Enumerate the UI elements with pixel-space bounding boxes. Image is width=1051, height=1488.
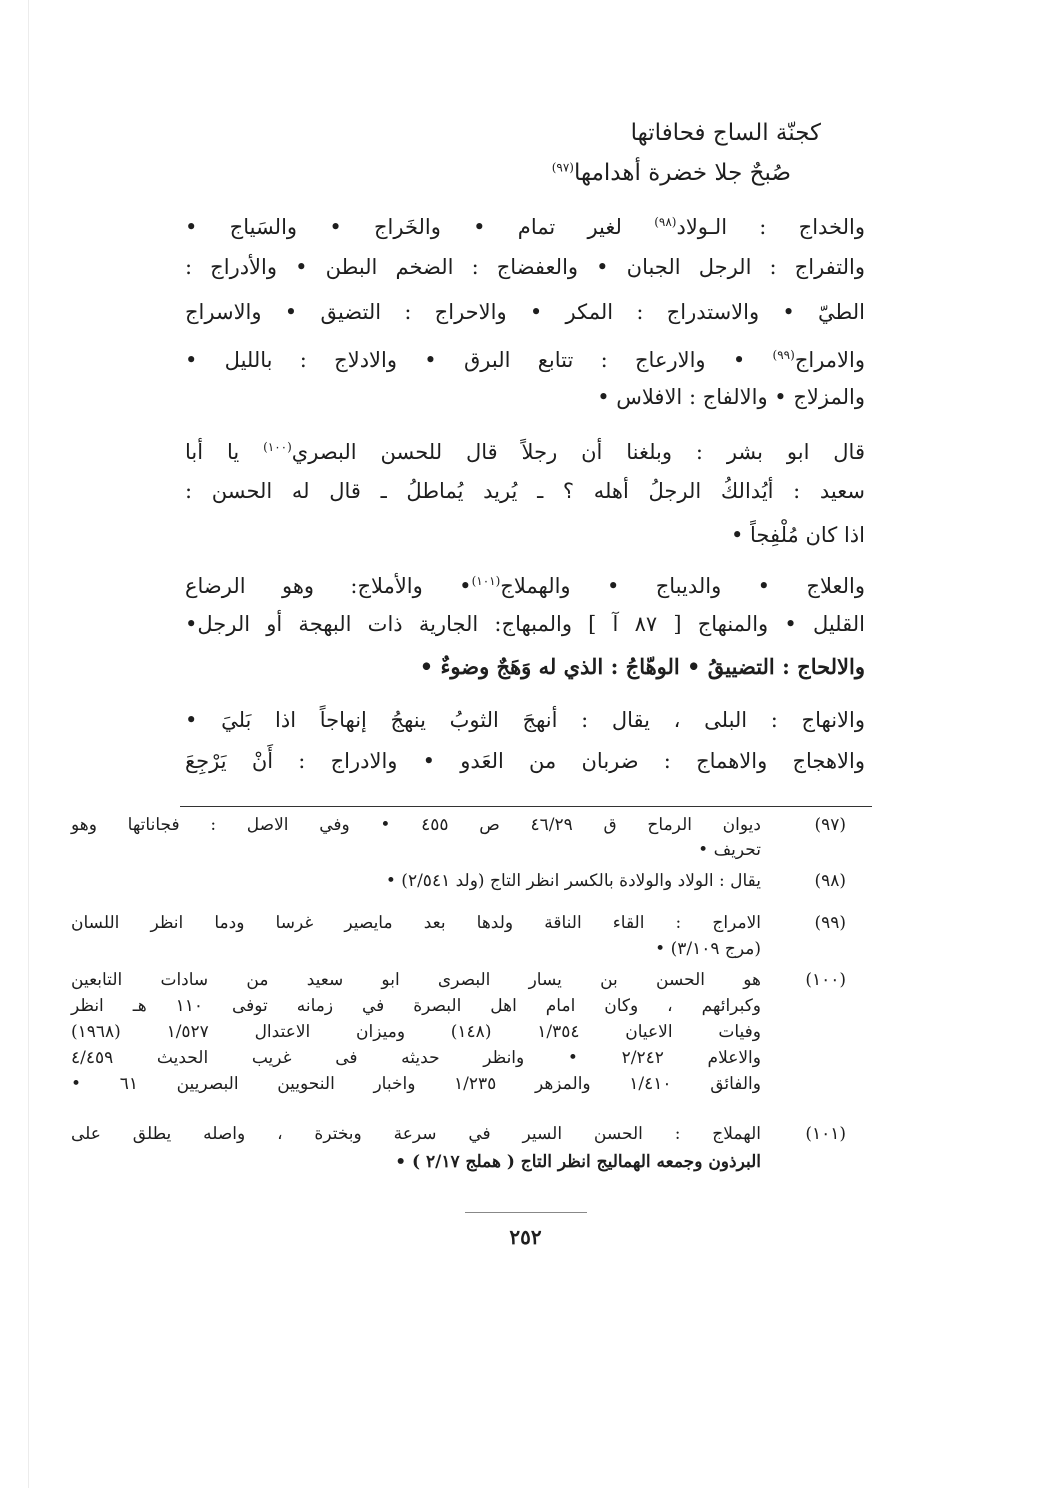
- footnote-number-97: (٩٧): [814, 815, 846, 835]
- body-line-6: [185, 432, 865, 467]
- body-line-8: [185, 520, 865, 550]
- footnote-number-100: (١٠٠): [805, 970, 846, 990]
- body-text: اذا كان مُلْفِجاً •: [730, 523, 865, 547]
- body-line-3: [185, 297, 865, 327]
- body-line-12: [185, 705, 865, 735]
- body-text: • والارعاج : تتابع البرق • والادلاج : بالليل •: [185, 348, 773, 372]
- footnote-99-line-1: الامراج : القاء الناقة ولدها بعد مايصير غرسا ودما انظر اللسان: [71, 913, 761, 933]
- footnote-number-99: (٩٩): [814, 913, 846, 933]
- body-text: والخداج : الـولاد: [676, 215, 865, 239]
- footnote-100-line-1: هو الحسن بن يسار البصرى ابو سعيد من سادات التابعين: [71, 970, 761, 990]
- footnote-97-line-2: تحريف •: [698, 840, 761, 860]
- footnote-101-line-2: البرذون وجمعه الهماليج انظر التاج ( هملج ٢/١٧ ) •: [395, 1152, 761, 1172]
- body-text: قال ابو بشر : وبلغنا أن رجلاً قال للحسن البصري: [291, 440, 865, 464]
- body-text: والمزلاج • والالفاج : الافلاس •: [597, 385, 865, 409]
- body-text: والعلاج • والديباج • والهملاج: [500, 574, 865, 598]
- verse-line-2: [552, 160, 791, 186]
- footnote-ref-98: (٩٨): [654, 215, 677, 229]
- body-line-1: [185, 207, 865, 242]
- body-line-5: [185, 382, 865, 412]
- footnote-ref-97: (٩٧): [551, 160, 574, 175]
- verse-line-2-text: صُبحٌ جلا خضرة أهدامها: [573, 160, 791, 186]
- footnote-98-line-1: يقال : الولاد والولادة بالكسر انظر التاج (ولد ٢/٥٤١) •: [385, 871, 761, 891]
- body-line-11: [185, 652, 865, 682]
- footnote-ref-100: (١٠٠): [263, 440, 292, 454]
- footnote-101-line-1: الهملاج : الحسن السير في سرعة وبخترة ، واصله يطلق على: [71, 1124, 761, 1144]
- body-text: لغير تمام • والخَراج • والسَياج •: [185, 215, 655, 239]
- body-text: والتفراج : الرجل الجبان • والعفضاج : الضخم البطن • والأدراج :: [185, 255, 865, 279]
- verse-line-1: كجنّة الساج فحافاتها: [630, 120, 821, 146]
- footnote-ref-99: (٩٩): [772, 348, 795, 362]
- footnote-100-line-2: وكبرائهم ، وكان امام اهل البصرة في زمانه توفى ١١٠ هـ انظر: [71, 996, 761, 1016]
- body-line-4: [185, 340, 865, 375]
- page-number-rule: [465, 1212, 587, 1213]
- body-line-2: [185, 252, 865, 282]
- page-edge-line: [28, 0, 29, 1488]
- footnote-ref-101: (١٠١): [471, 574, 501, 588]
- body-line-10: [185, 609, 865, 639]
- footnote-99-line-2: (مرج ٣/١٠٩) •: [655, 939, 761, 959]
- body-text: يا أبا: [185, 440, 264, 464]
- footnote-number-101: (١٠١): [805, 1124, 846, 1144]
- footnote-100-line-4: والاعلام ٢/٢٤٢ • وانظر حديثه فى غريب الحديث ٤/٤٥٩: [71, 1048, 761, 1068]
- footnote-number-98: (٩٨): [814, 871, 846, 891]
- body-text: والاهجاج والاهماج : ضربان من العَدو • والادراج : أَنْ يَرْجِعَ: [185, 749, 865, 773]
- body-line-9: [185, 566, 865, 601]
- body-text: والامراج: [794, 348, 865, 372]
- footnote-100-line-3: وفيات الاعيان ١/٣٥٤ (١٤٨) وميزان الاعتدال ١/٥٢٧ (١٩٦٨): [71, 1022, 761, 1042]
- body-text: والانهاج : البلى ، يقال : أنهجَ الثوبُ ينهجُ إنهاجاً اذا بَليَ •: [185, 708, 865, 732]
- page-number: ٢٥٢: [509, 1225, 542, 1249]
- body-text: القليل • والمنهاج [ ٨٧ آ ] والمبهاج: الجارية ذات البهجة أو الرجل•: [185, 612, 865, 636]
- footnote-separator: [180, 806, 872, 807]
- body-text: والالحاج : التضييقُ • الوهّاجُ : الذي له وَهَجٌ وضوءٌ •: [419, 654, 865, 679]
- body-text: • والأملاج: وهو الرضاع: [185, 574, 472, 598]
- body-text: الطيّ • والاستدراج : المكر • والاحراج : التضيق • والاسراج: [185, 300, 865, 324]
- body-line-13: [185, 746, 865, 776]
- footnote-97-line-1: ديوان الرماح ق ٤٦/٢٩ ص ٤٥٥ • وفي الاصل : فجاناتها وهو: [71, 815, 761, 835]
- body-line-7: [185, 476, 865, 506]
- footnote-100-line-5: والفائق ١/٤١٠ والمزهر ١/٢٣٥ واخبار النحويين البصريين ٦١ •: [71, 1074, 761, 1094]
- body-text: سعيد : أيُدالكُ الرجلُ أهله ؟ ـ يُريد يُماطلُ ـ قال له الحسن :: [185, 479, 865, 503]
